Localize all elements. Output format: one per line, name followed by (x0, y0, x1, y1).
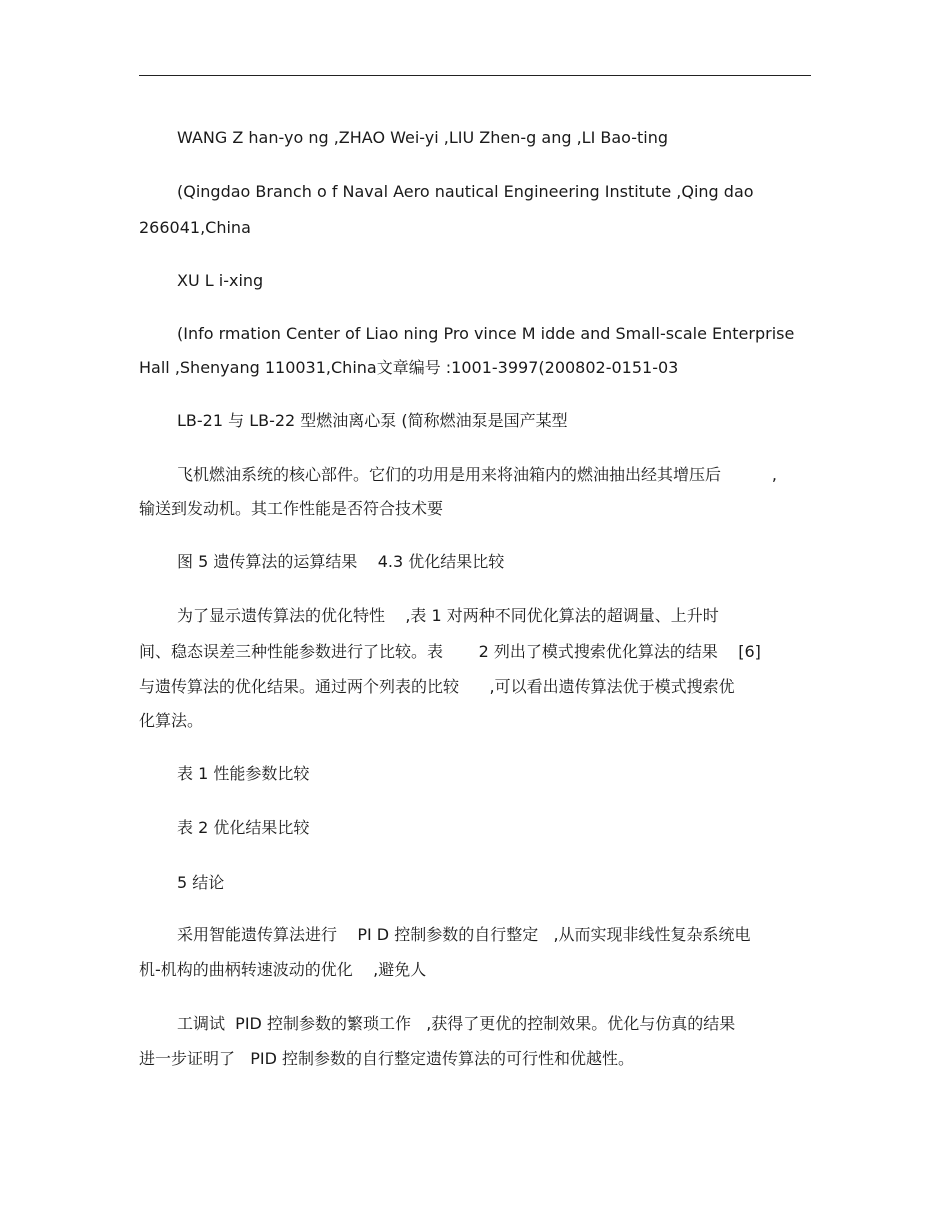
conclusion-paragraph-line-2: 机-机构的曲柄转速波动的优化 ,避免人 (139, 960, 427, 979)
table-2-caption: 表 2 优化结果比较 (177, 818, 310, 837)
conclusion-paragraph-line-1: 采用智能遗传算法进行 PI D 控制参数的自行整定 ,从而实现非线性复杂系统电 (177, 925, 751, 944)
header-rule (139, 75, 811, 76)
aircraft-paragraph-line-2: 输送到发动机。其工作性能是否符合技术要 (139, 499, 444, 518)
author-2-line: XU L i-xing (177, 271, 264, 290)
affiliation-2-line-2: Hall ,Shenyang 110031,China文章编号 :1001-3997(200802-0151-03 (139, 358, 679, 377)
final-paragraph-line-2: 进一步证明了 PID 控制参数的自行整定遗传算法的可行性和优越性。 (139, 1049, 635, 1068)
pump-paragraph: LB-21 与 LB-22 型燃油离心泵 (简称燃油泵是国产某型 (177, 411, 568, 430)
compare-paragraph-line-2: 间、稳态误差三种性能参数进行了比较。表 2 列出了模式搜索优化算法的结果 [6] (139, 642, 761, 661)
affiliation-1-line-1: (Qingdao Branch o f Naval Aero nautical Engineering Institute ,Qing dao (177, 182, 754, 201)
aircraft-paragraph-line-1: 飞机燃油系统的核心部件。它们的功用是用来将油箱内的燃油抽出经其增压后 , (177, 465, 777, 484)
section-heading: 5 结论 (177, 873, 225, 892)
figure-caption: 图 5 遗传算法的运算结果 4.3 优化结果比较 (177, 552, 505, 571)
affiliation-1-line-2: 266041,China (139, 218, 251, 237)
authors-line: WANG Z han-yo ng ,ZHAO Wei-yi ,LIU Zhen-g ang ,LI Bao-ting (177, 128, 669, 147)
compare-paragraph-line-4: 化算法。 (139, 711, 204, 730)
table-1-caption: 表 1 性能参数比较 (177, 764, 310, 783)
affiliation-2-line-1: (Info rmation Center of Liao ning Pro vince M idde and Small-scale Enterprise (177, 324, 795, 343)
compare-paragraph-line-1: 为了显示遗传算法的优化特性 ,表 1 对两种不同优化算法的超调量、上升时 (177, 606, 719, 625)
compare-paragraph-line-3: 与遗传算法的优化结果。通过两个列表的比较 ,可以看出遗传算法优于模式搜索优 (139, 677, 735, 696)
final-paragraph-line-1: 工调试 PID 控制参数的繁琐工作 ,获得了更优的控制效果。优化与仿真的结果 (177, 1014, 736, 1033)
